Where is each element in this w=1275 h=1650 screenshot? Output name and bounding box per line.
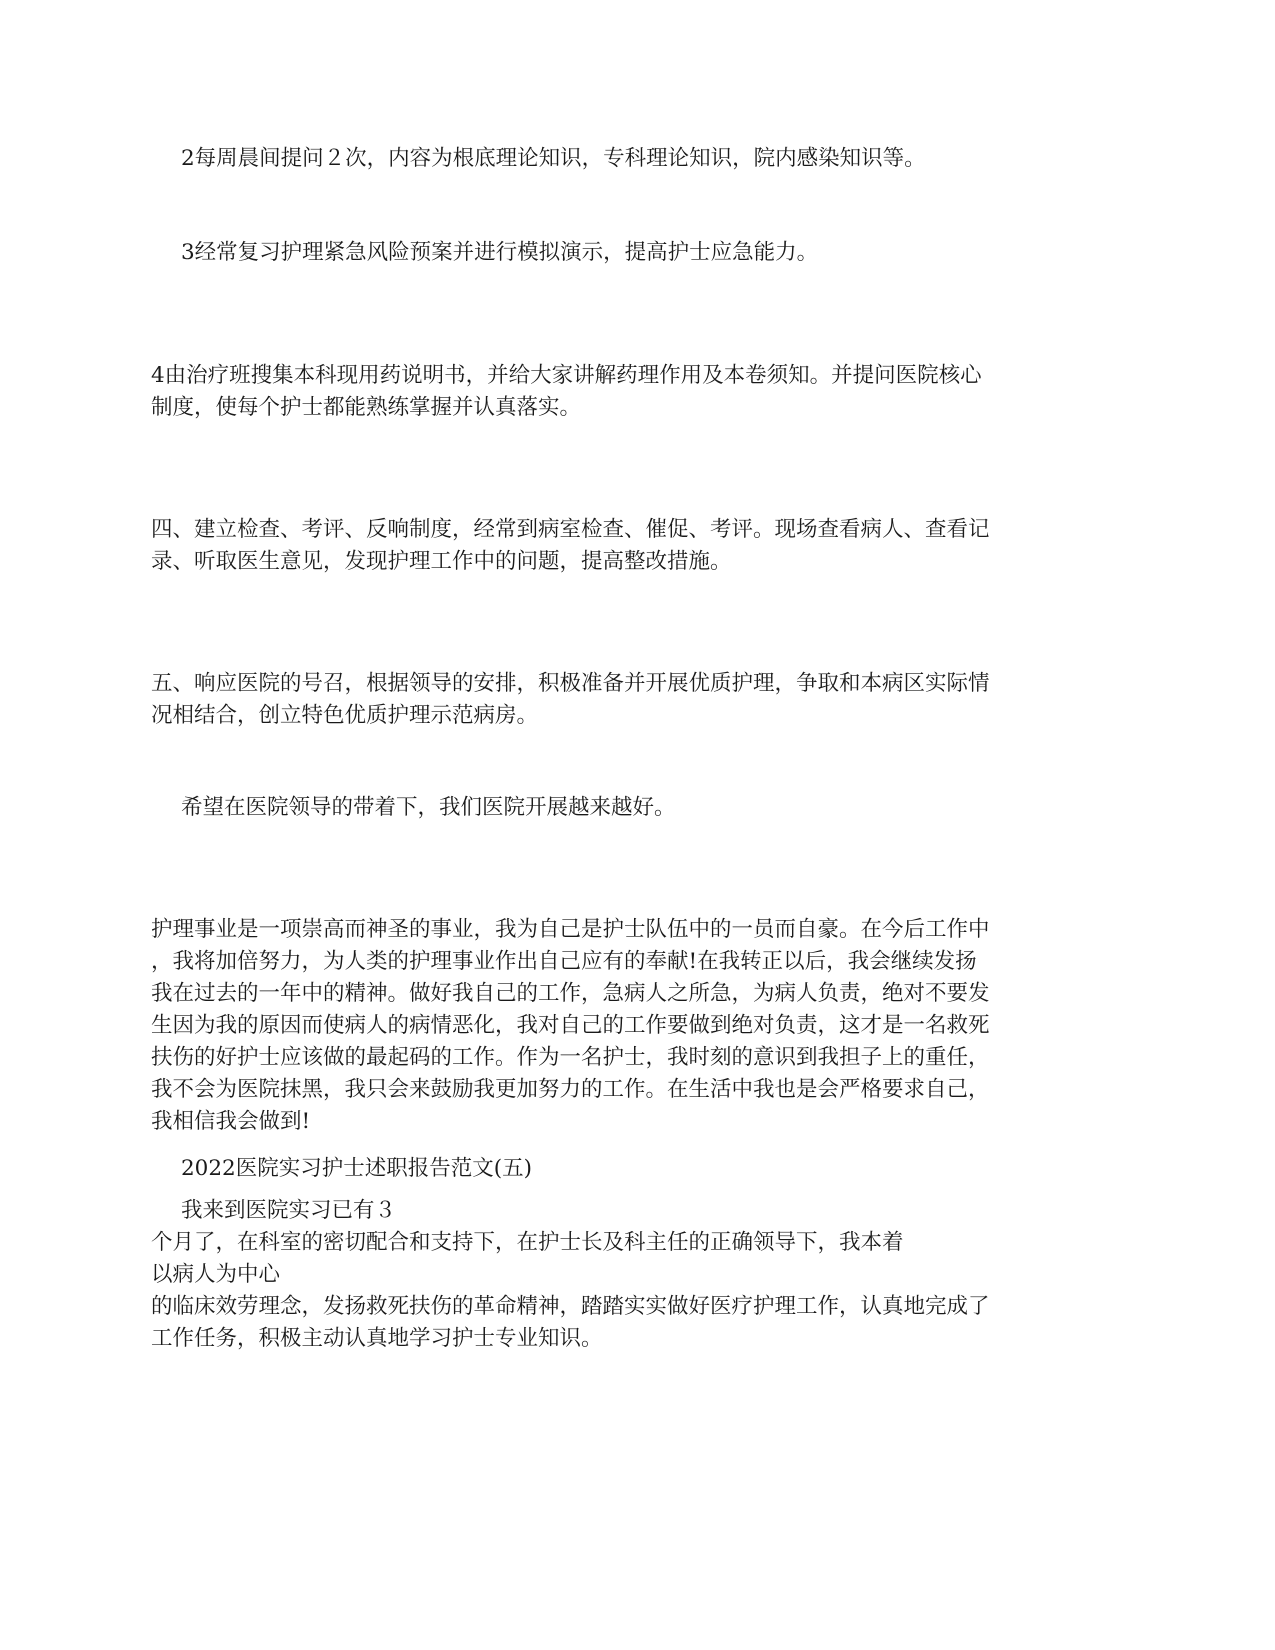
- text-line: 我在过去的一年中的精神。做好我自己的工作，急病人之所急，为病人负责，绝对不要发: [151, 981, 990, 1006]
- text-line: 五、响应医院的号召，根据领导的安排，积极准备并开展优质护理，争取和本病区实际情: [151, 671, 990, 696]
- heading-text: 2022医院实习护士述职报告范文(五): [181, 1156, 532, 1181]
- text-line: 工作任务，积极主动认真地学习护士专业知识。: [151, 1326, 603, 1351]
- text-line: 以病人为中心: [151, 1262, 281, 1287]
- text-line: 的临床效劳理念，发扬救死扶伤的革命精神，踏踏实实做好医疗护理工作，认真地完成了: [151, 1294, 990, 1319]
- text-line: 况相结合，创立特色优质护理示范病房。: [151, 703, 539, 728]
- section-heading: [151, 1153, 1131, 1185]
- paragraph-nursing-career: [151, 914, 1131, 1138]
- text-line: 录、听取医生意见，发现护理工作中的问题，提高整改措施。: [151, 549, 732, 574]
- paragraph-hope: [151, 792, 1131, 824]
- paragraph-drug-instructions: [151, 360, 1131, 424]
- text-line: 个月了，在科室的密切配合和支持下，在护士长及科主任的正确领导下，我本着: [151, 1230, 904, 1255]
- text-line: 3经常复习护理紧急风险预案并进行模拟演示，提高护士应急能力。: [181, 240, 819, 265]
- text-line: 希望在医院领导的带着下，我们医院开展越来越好。: [181, 795, 676, 820]
- text-line: ，我将加倍努力，为人类的护理事业作出自己应有的奉献!在我转正以后，我会继续发扬: [151, 949, 977, 974]
- text-line: 护理事业是一项崇高而神圣的事业，我为自己是护士队伍中的一员而自豪。在今后工作中: [151, 917, 990, 942]
- paragraph-morning-questions: [151, 143, 1131, 175]
- text-line: 制度，使每个护士都能熟练掌握并认真落实。: [151, 395, 582, 420]
- text-line: 4由治疗班搜集本科现用药说明书，并给大家讲解药理作用及本卷须知。并提问医院核心: [151, 363, 982, 388]
- text-line: 我不会为医院抹黑，我只会来鼓励我更加努力的工作。在生活中我也是会严格要求自己，: [151, 1077, 990, 1102]
- paragraph-internship: [151, 1195, 1131, 1355]
- paragraph-section-four: [151, 514, 1131, 578]
- text-line: 我相信我会做到!: [151, 1109, 311, 1134]
- text-line: 2每周晨间提问２次，内容为根底理论知识，专科理论知识，院内感染知识等。: [181, 146, 926, 171]
- text-line: 生因为我的原因而使病人的病情恶化，我对自己的工作要做到绝对负责，这才是一名救死: [151, 1013, 990, 1038]
- text-line: 扶伤的好护士应该做的最起码的工作。作为一名护士，我时刻的意识到我担子上的重任，: [151, 1045, 990, 1070]
- text-line: 我来到医院实习已有３: [181, 1198, 397, 1223]
- text-line: 四、建立检查、考评、反响制度，经常到病室检查、催促、考评。现场查看病人、查看记: [151, 517, 990, 542]
- paragraph-section-five: [151, 668, 1131, 732]
- paragraph-emergency-drill: [151, 237, 1131, 269]
